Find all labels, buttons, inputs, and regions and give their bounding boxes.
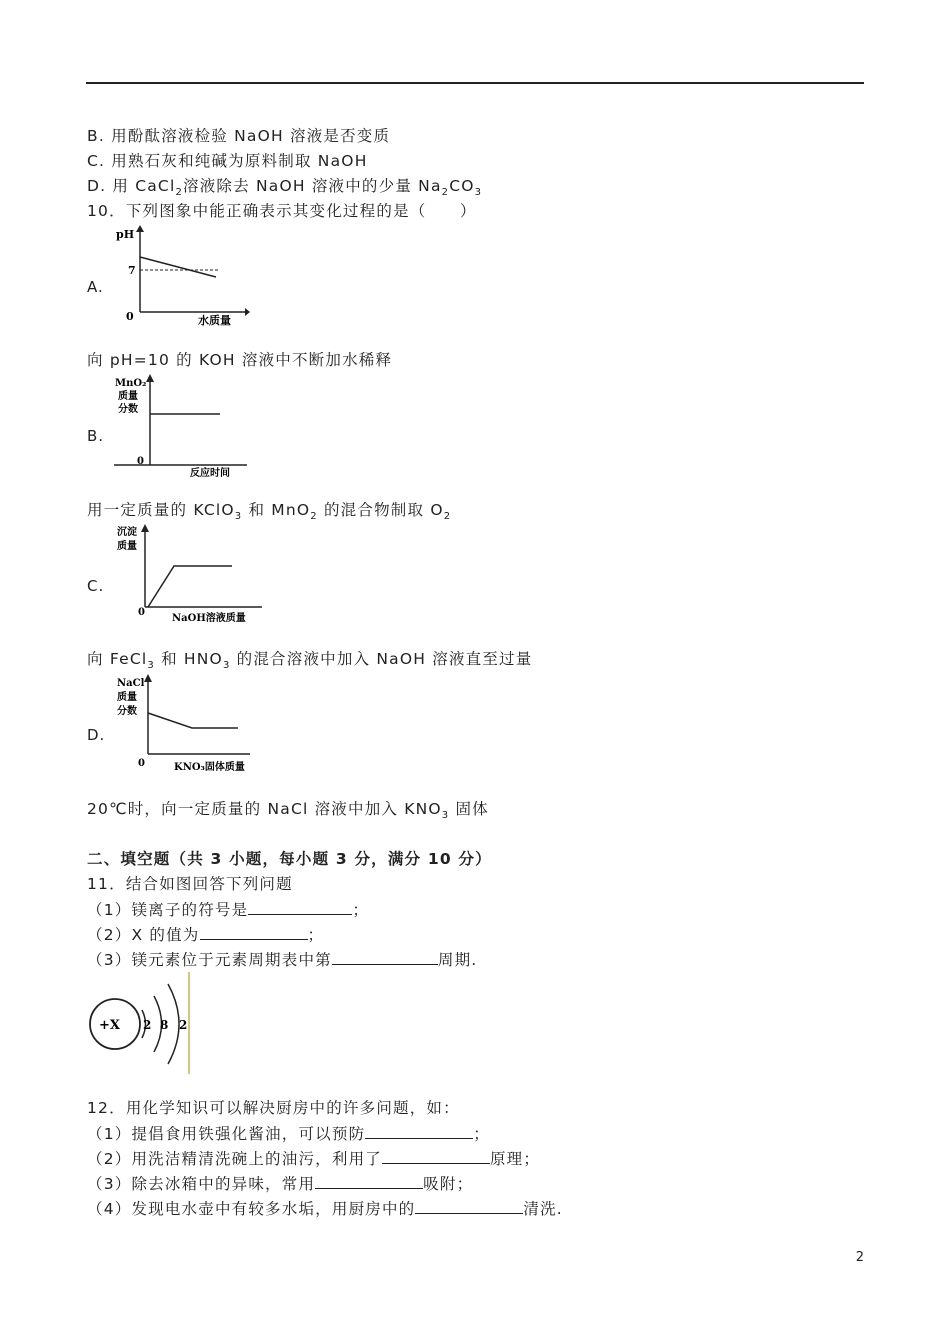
answer-blank[interactable]	[382, 1148, 490, 1164]
q10-a-xlabel: 水质量	[198, 314, 231, 327]
shell-3-count: 2	[179, 1018, 188, 1032]
nucleus-label: +X	[99, 1018, 120, 1033]
q10-a-ylabel: pH	[116, 228, 135, 241]
q12-line-3: （3）除去冰箱中的异味，常用 吸附；	[87, 1175, 474, 1193]
q10-d-caption: 20℃时，向一定质量的 NaCl 溶液中加入 $KNO_3$ 固体	[87, 800, 489, 822]
header-rule	[86, 82, 864, 84]
q11-line-2: （2）X 的值为 ；	[87, 926, 325, 944]
q11-stem: 11．结合如图回答下列问题	[87, 875, 293, 893]
q10-d-letter: D.	[87, 726, 106, 744]
q10-a-origin: 0	[126, 310, 134, 323]
q10-d-ylabel-3: 分数	[117, 706, 137, 717]
q10-c-caption: 向 FeCl$_3$ 和 $HNO_3$ 的混合溶液中加入 NaOH 溶液直至过量	[87, 650, 533, 672]
answer-blank[interactable]	[332, 949, 438, 965]
q10-b-caption: 用一定质量的 KClO$_3$ 和 MnO$_2$ 的混合物制取 $O_2$	[87, 501, 452, 523]
q11-line-1: （1）镁离子的符号是 ；	[87, 901, 370, 919]
section-heading: 二、填空题（共 3 小题，每小题 3 分，满分 10 分）	[87, 850, 492, 868]
q10-a-caption: 向 pH=10 的 KOH 溶液中不断加水稀释	[87, 351, 393, 369]
q10-c-curve	[148, 566, 232, 607]
q10-b-ylabel-1: MnO₂	[115, 378, 147, 389]
q10-a-curve	[140, 257, 216, 277]
q10-c-ylabel-1: 沉淀	[117, 527, 137, 538]
q10-a-ref-label: 7	[128, 264, 136, 277]
q10-c-xlabel: NaOH溶液质量	[172, 613, 246, 624]
option-d: D. 用 CaCl$_2$溶液除去 NaOH 溶液中的少量 $Na_2CO_3$	[87, 177, 483, 199]
q10-a-letter: A.	[87, 278, 104, 296]
q10-b-graph	[112, 372, 252, 478]
q12-line-4: （4）发现电水壶中有较多水垢，用厨房中的 清洗.	[87, 1200, 563, 1218]
answer-blank[interactable]	[365, 1123, 473, 1139]
answer-blank[interactable]	[415, 1198, 523, 1214]
answer-blank[interactable]	[315, 1173, 423, 1189]
option-b: B. 用酚酞溶液检验 NaOH 溶液是否变质	[87, 127, 391, 145]
q10-c-ylabel-2: 质量	[117, 541, 137, 552]
q10-b-ylabel-2: 质量	[118, 391, 138, 402]
q12-stem: 12．用化学知识可以解决厨房中的许多问题，如：	[87, 1099, 460, 1117]
answer-blank[interactable]	[248, 899, 352, 915]
q10-c-letter: C.	[87, 577, 105, 595]
shell-1-count: 2	[143, 1018, 152, 1032]
q10-d-curve	[148, 713, 238, 728]
q10-a-graph	[110, 222, 250, 328]
q10-c-origin: 0	[138, 607, 145, 618]
q10-d-graph	[112, 672, 272, 778]
q10-d-origin: 0	[138, 758, 145, 769]
atom-structure-diagram	[86, 970, 196, 1080]
shell-2-count: 8	[160, 1018, 169, 1032]
option-c: C. 用熟石灰和纯碱为原料制取 NaOH	[87, 152, 368, 170]
q10-d-ylabel-1: NaCl	[117, 678, 145, 689]
q10-b-letter: B.	[87, 427, 105, 445]
q12-line-2: （2）用洗洁精清洗碗上的油污，利用了 原理；	[87, 1150, 541, 1168]
q10-d-ylabel-2: 质量	[117, 692, 137, 703]
q12-line-1: （1）提倡食用铁强化酱油，可以预防 ；	[87, 1125, 490, 1143]
q11-line-3: （3）镁元素位于元素周期表中第 周期.	[87, 951, 478, 969]
page-number: 2	[855, 1250, 864, 1265]
q10-b-origin: 0	[137, 456, 144, 467]
q10-d-xlabel: KNO₃固体质量	[174, 762, 245, 773]
q10-b-xlabel: 反应时间	[190, 468, 230, 478]
answer-blank[interactable]	[200, 924, 308, 940]
q10-c-graph	[112, 522, 272, 628]
q10-stem: 10．下列图象中能正确表示其变化过程的是（ ）	[87, 202, 477, 220]
q10-b-ylabel-3: 分数	[118, 404, 138, 415]
